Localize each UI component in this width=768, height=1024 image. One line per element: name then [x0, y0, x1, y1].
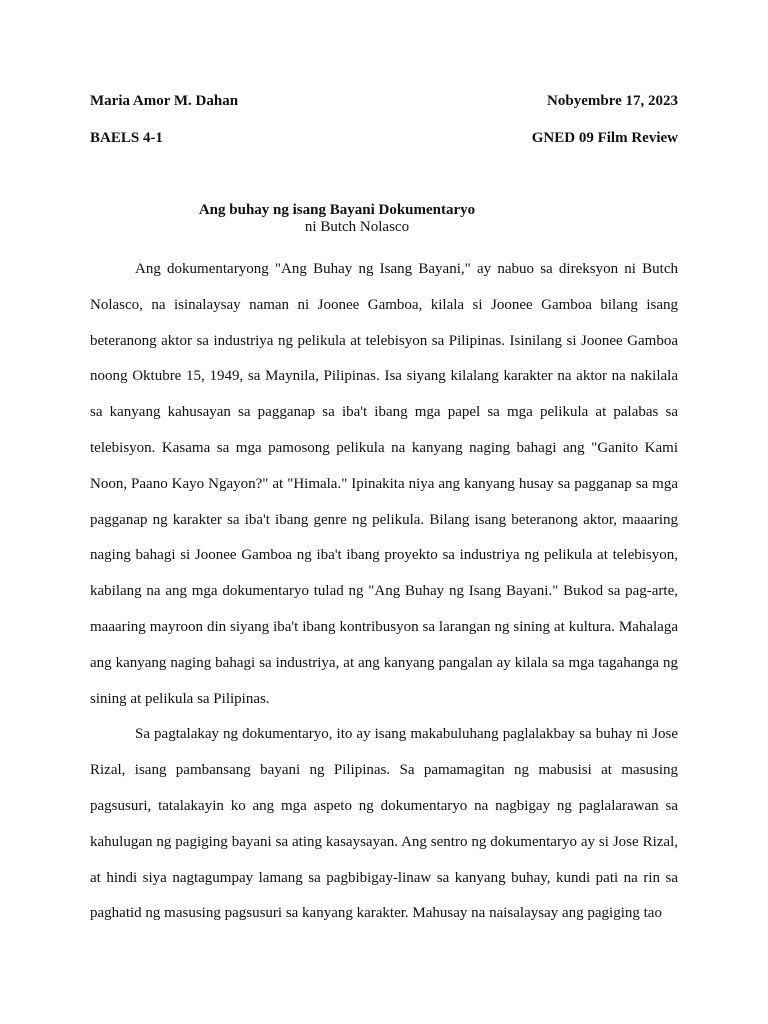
- header-row-1: [90, 92, 678, 110]
- document-date: Nobyembre 17, 2023: [547, 93, 678, 109]
- paragraph-1: Ang dokumentaryong "Ang Buhay ng Isang Bayani," ay nabuo sa direksyon ni Butch Nolasco, na isinalaysay naman ni Joonee Gamboa, kilala si Joonee Gamboa bilang isang beteranong aktor sa industriya ng pelikula at telebisyon sa Pilipinas. Isinilang si Joonee Gamboa noong Oktubre 15, 1949, sa Maynila, Pilipinas. Isa siyang kilalang karakter na aktor na nakilala sa kanyang kahusayan sa pagganap sa iba't ibang mga papel sa mga pelikula at palabas sa telebisyon. Kasama sa mga pamosong pelikula na kanyang naging bahagi ang "Ganito Kami Noon, Paano Kayo Ngayon?" at "Himala." Ipinakita niya ang kanyang husay sa pagganap sa mga pagganap ng karakter sa iba't ibang genre ng pelikula. Bilang isang beteranong aktor, maaaring naging bahagi si Joonee Gamboa ng iba't ibang proyekto sa industriya ng pelikula at telebisyon, kabilang na ang mga dokumentaryo tulad ng "Ang Buhay ng Isang Bayani." Bukod sa pag-arte, maaaring mayroon din siyang iba't ibang kontribusyon sa larangan ng sining at kultura. Mahalaga ang kanyang naging bahagi sa industriya, at ang kanyang pangalan ay kilala sa mga tagahanga ng sining at pelikula sa Pilipinas.: [90, 261, 678, 707]
- paragraph-2: Sa pagtalakay ng dokumentaryo, ito ay isang makabuluhang paglalakbay sa buhay ni Jose Rizal, isang pambansang bayani ng Pilipinas. Sa pamamagitan ng mabusisi at masusing pagsusuri, tatalakayin ko ang mga aspeto ng dokumentaryo na nagbigay ng paglalarawan sa kahulugan ng pagiging bayani sa ating kasaysayan. Ang sentro ng dokumentaryo ay si Jose Rizal, at hindi siya nagtagumpay lamang sa pagbibigay-linaw sa kanyang buhay, kundi pati na rin sa paghatid ng masusing pagsusuri sa kanyang karakter. Mahusay na naisalaysay ang pagiging tao: [90, 726, 678, 922]
- title-block: [90, 202, 678, 236]
- class-section: BAELS 4-1: [90, 130, 163, 146]
- author-name: Maria Amor M. Dahan: [90, 93, 239, 109]
- document-title: Ang buhay ng isang Bayani Dokumentaryo: [198, 202, 476, 218]
- course-title: GNED 09 Film Review: [531, 130, 678, 146]
- document-subtitle: ni Butch Nolasco: [304, 219, 410, 235]
- header-row-2: [90, 129, 678, 147]
- body-text: [90, 252, 678, 932]
